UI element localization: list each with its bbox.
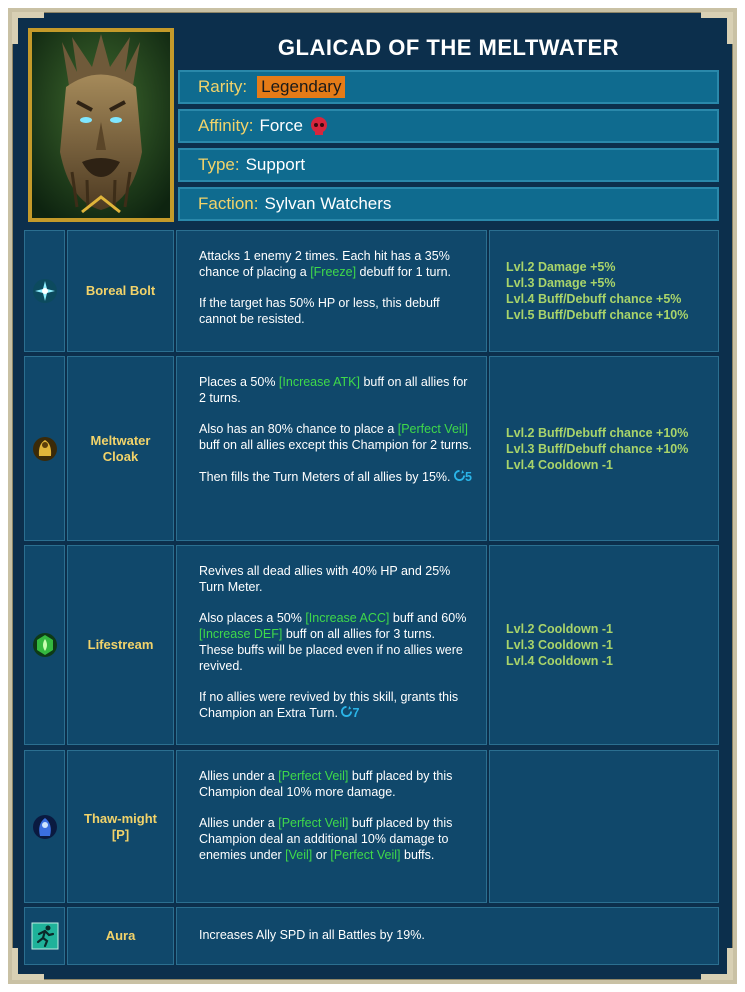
champion-name: GLAICAD OF THE MELTWATER — [277, 35, 620, 60]
skill-description-paragraph — [199, 296, 472, 328]
cooldown-value: 7 — [352, 706, 360, 721]
level-bonus: Lvl.5 Buff/Debuff chance +10% — [506, 308, 689, 322]
affinity-row — [178, 109, 719, 143]
green-lifestream-icon — [32, 632, 58, 658]
buff-tag: [Increase DEF] — [199, 627, 283, 642]
level-bonus: Lvl.2 Buff/Debuff chance +10% — [506, 425, 689, 440]
skill-icon-cell — [24, 230, 65, 352]
rarity-row — [178, 70, 719, 104]
skill-level-bonuses — [489, 750, 719, 903]
level-bonus: Lvl.2 Cooldown -1 — [506, 622, 613, 636]
description-text: debuff for 1 turn. — [356, 264, 452, 279]
skill-description — [176, 356, 487, 541]
skill-level-bonuses — [489, 545, 719, 745]
affinity-label: Affinity: — [198, 116, 254, 135]
buff-tag: [Freeze] — [310, 264, 357, 279]
level-bonus: Lvl.2 Damage +5% — [506, 260, 616, 274]
skill-name: Meltwater Cloak — [67, 356, 174, 541]
description-text: buffs. — [400, 847, 435, 862]
buff-tag: [Increase ACC] — [305, 611, 390, 626]
skill-description-paragraph — [199, 470, 472, 486]
cooldown-badge — [451, 470, 472, 484]
skill-description-paragraph — [199, 690, 472, 722]
description-text: Also has an 80% chance to place a — [199, 422, 398, 437]
skill-description-paragraph — [199, 816, 472, 863]
faction-value: Sylvan Watchers — [264, 194, 392, 213]
type-value: Support — [245, 155, 306, 174]
description-text: buff on all allies for 3 turns. These buffs will be placed even if no allies were revived. — [199, 627, 463, 673]
skill-description-paragraph — [199, 769, 472, 801]
skill-description — [176, 230, 487, 352]
skill-description-paragraph — [199, 249, 472, 281]
speed-runner-icon — [31, 922, 59, 950]
description-text: Increases Ally SPD in all Battles by 19%. — [199, 928, 425, 943]
rarity-label: Rarity: — [198, 77, 248, 96]
type-label: Type: — [198, 155, 240, 174]
buff-tag: [Perfect Veil] — [278, 769, 349, 783]
force-skull-icon — [309, 116, 329, 136]
skill-name: Boreal Bolt — [67, 230, 174, 352]
level-bonus: Lvl.4 Buff/Debuff chance +5% — [506, 292, 682, 306]
skill-level-bonuses — [489, 356, 719, 541]
description-text: Then fills the Turn Meters of all allies by 15%. — [199, 469, 451, 484]
description-text: buff on all allies except this Champion for 2 turns. — [199, 438, 472, 453]
skill-description — [176, 545, 487, 745]
skill-icon-cell — [24, 545, 65, 745]
skill-description — [176, 750, 487, 903]
description-text: If no allies were revived by this skill, grants this Champion an Extra Turn. — [199, 690, 459, 721]
description-text: Attacks 1 enemy 2 times. Each hit has a 35% chance of placing a — [199, 249, 450, 279]
skill-description — [176, 907, 719, 965]
skill-description-paragraph — [199, 611, 472, 674]
description-text: Allies under a — [199, 816, 279, 831]
buff-tag: [Perfect Veil] — [330, 847, 401, 862]
level-bonus: Lvl.3 Damage +5% — [506, 276, 616, 290]
skill-name: Thaw-might [P] — [67, 750, 174, 903]
faction-row — [178, 187, 719, 221]
faction-label: Faction: — [198, 194, 259, 213]
buff-tag: [Perfect Veil] — [397, 422, 468, 437]
skill-icon-cell — [24, 356, 65, 541]
skill-description-paragraph — [199, 375, 472, 407]
level-bonus: Lvl.4 Cooldown -1 — [506, 457, 613, 472]
skill-name: Aura — [67, 907, 174, 965]
skill-level-bonuses — [489, 230, 719, 352]
type-row — [178, 148, 719, 182]
level-bonus: Lvl.3 Buff/Debuff chance +10% — [506, 441, 689, 456]
cooldown-value: 5 — [465, 469, 472, 484]
cooldown-badge — [338, 706, 359, 720]
affinity-value: Force — [259, 116, 303, 135]
description-text: buff on all allies for 2 turns. — [199, 375, 468, 405]
cooldown-icon — [454, 470, 465, 481]
buff-tag: [Perfect Veil] — [278, 816, 349, 831]
skill-description-paragraph — [199, 422, 472, 454]
rarity-badge: Legendary — [257, 76, 345, 98]
description-text: buff placed by this Champion deal an additional 10% damage to enemies under — [199, 816, 453, 862]
description-text: Places a 50% — [199, 375, 279, 389]
description-text: Allies under a — [199, 769, 279, 783]
skill-icon-cell — [24, 907, 65, 965]
description-text: Also places a 50% — [199, 611, 306, 626]
cooldown-icon — [341, 706, 352, 717]
buff-tag: [Increase ATK] — [278, 375, 360, 389]
golden-cloak-icon — [32, 436, 58, 462]
description-text: If the target has 50% HP or less, this debuff cannot be resisted. — [199, 296, 440, 327]
champion-portrait — [28, 28, 174, 222]
description-text: or — [312, 847, 331, 862]
skill-description-paragraph — [199, 928, 425, 944]
ice-bolt-icon — [32, 278, 58, 304]
buff-tag: [Veil] — [285, 847, 313, 862]
skill-name: Lifestream — [67, 545, 174, 745]
level-bonus: Lvl.4 Cooldown -1 — [506, 654, 613, 668]
level-bonus: Lvl.3 Cooldown -1 — [506, 638, 613, 652]
blue-spirit-icon — [32, 814, 58, 840]
skill-icon-cell — [24, 750, 65, 903]
description-text: buff and 60% — [389, 611, 467, 626]
skill-description-paragraph — [199, 564, 472, 596]
description-text: Revives all dead allies with 40% HP and 25% Turn Meter. — [199, 564, 451, 594]
description-text: buff placed by this Champion deal 10% more damage. — [199, 769, 453, 799]
